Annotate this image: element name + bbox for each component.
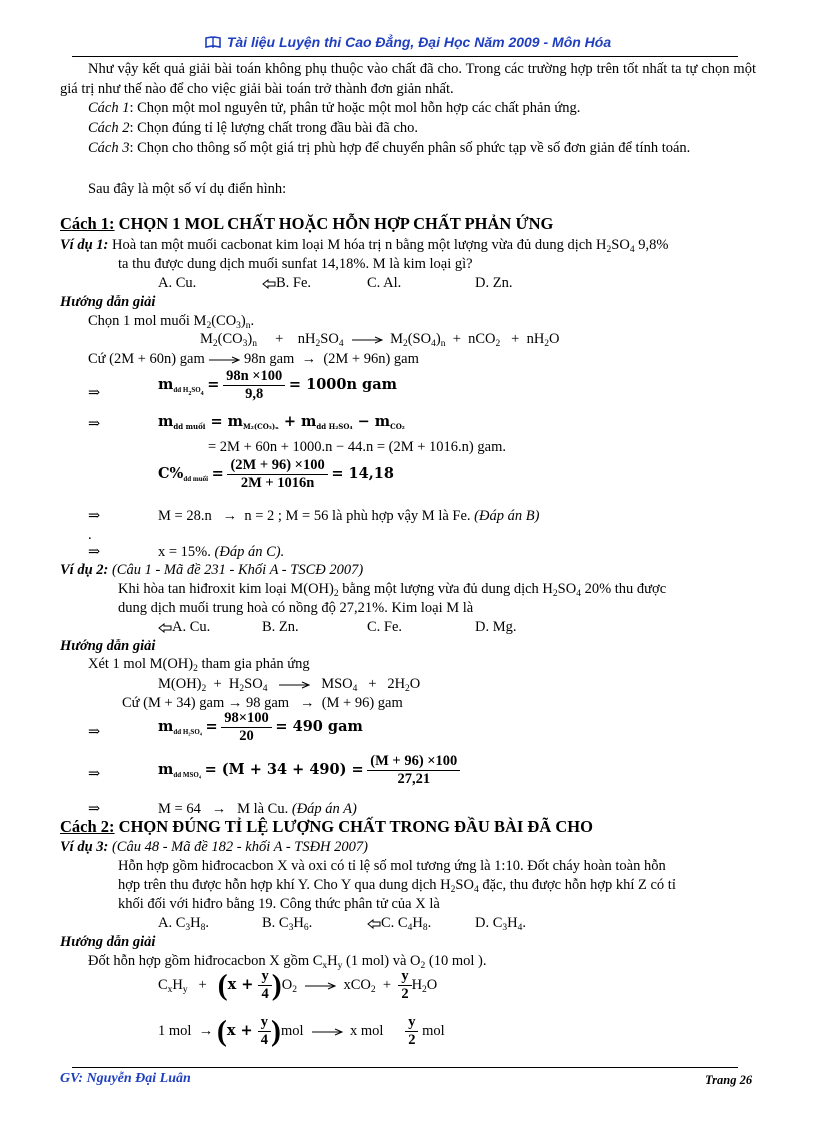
- intro-paragraph: Như vậy kết quả giải bài toán không phụ thuộc vào chất đã cho. Trong các trường hợp trên tốt nhất ta tự chọn một giá trị như thế nào để cho việc giải bài toán trở thành đơn giản nhất.: [60, 61, 756, 97]
- ex2-result: M = 64 → M là Cu. (Đáp án A): [158, 801, 357, 817]
- stray-dot: .: [88, 527, 92, 543]
- section1-heading: Cách 1: CHỌN 1 MOL CHẤT HOẶC HỖN HỢP CHẤT PHẢN ỨNG: [60, 214, 554, 233]
- ex2-equation: $M(OH)_2 + H_2SO_4$ $MSO_4 + 2H_2O$: [158, 676, 421, 694]
- ex1-formula-1: $m_{dd H_2SO_4}$ = $\frac{98n \times 100}{9,8}$ = 1000n gam: [158, 368, 397, 402]
- ex2-mass-line: Cứ (M + 34) gam → 98 gam → (M + 96) gam: [122, 695, 403, 711]
- implies-icon: ⇒: [88, 801, 101, 817]
- ex2-option-d: D. Mg.: [475, 619, 517, 635]
- answer-mark-icon: [158, 623, 172, 633]
- ex2-option-b: B. Zn.: [262, 619, 299, 635]
- ex3-question-line1: Hỗn hợp gồm hiđrocacbon X và oxi có tỉ lệ số mol tương ứng là 1:10. Đốt cháy hoàn toàn hỗn: [118, 858, 666, 874]
- ex2-option-c: C. Fe.: [367, 619, 403, 635]
- method-1-line: Cách 1: Chọn một mol nguyên tử, phân tử hoặc một mol hỗn hợp các chất phản ứng.: [88, 100, 581, 116]
- reaction-arrow-icon: [351, 335, 383, 345]
- answer-mark-icon: [262, 279, 276, 289]
- ex3-option-a: A. $C_3H_8$.: [158, 915, 210, 933]
- ex1-option-d: D. Zn.: [475, 275, 513, 291]
- ex1-step1: Chọn 1 mol muối $M_2(CO_3)_n$.: [88, 313, 255, 331]
- footer-rule: [72, 1067, 738, 1068]
- reaction-arrow-icon: [304, 981, 336, 991]
- implies-icon: ⇒: [88, 385, 101, 401]
- ex3-option-b: B. $C_3H_6$.: [262, 915, 313, 933]
- ex3-question-line3: khối đối với hiđro bằng 19. Công thức phân tử của X là: [118, 896, 440, 912]
- ex3-step1: Đốt hỗn hợp gồm hiđrocacbon X gồm $C_xH_y$ (1 mol) và $O_2$ (10 mol ).: [88, 953, 487, 971]
- ex2-option-a: A. Cu.: [158, 618, 210, 636]
- ex1-equation: $M_2(CO_3)_n$ + $nH_2SO_4$ $M_2(SO_4)_n + nCO_2 + nH_2O$: [200, 331, 560, 349]
- ex2-label: Ví dụ 2: (Câu 1 - Mã đề 231 - Khối A - TSCĐ 2007): [60, 562, 364, 578]
- reaction-arrow-icon: [278, 680, 310, 690]
- intro-last: Sau đây là một số ví dụ điển hình:: [88, 181, 287, 197]
- ex1-question: Ví dụ 1: Hoà tan một muối cacbonat kim loại M hóa trị n bằng một lượng vừa đủ dung dịch $H_2SO_4$ 9,8%: [60, 237, 669, 255]
- method-2-line: Cách 2: Chọn đúng tỉ lệ lượng chất trong đầu bài đã cho.: [88, 120, 419, 136]
- ex2-guide-heading: Hướng dẫn giải: [60, 638, 156, 654]
- method-3-line: Cách 3: Chọn cho thông số một giá trị phù hợp để chuyển phân số phức tạp về số đơn giản để tính toán.: [88, 140, 691, 156]
- ex1-formula-3: = 2M + 60n + 1000.n − 44.n = (2M + 1016.n) gam.: [208, 439, 506, 455]
- ex1-result-x: x = 15%. (Đáp án C).: [158, 544, 285, 560]
- ex3-option-d: D. $C_3H_4$.: [475, 915, 527, 933]
- ex2-formula-2: $m_{dd MSO_4} = (M + 34 + 490)$ = $\frac{(M + 96) \times 100}{27,21}$: [158, 753, 460, 788]
- ex2-question: Khi hòa tan hiđroxit kim loại $M(OH)_2$ bằng một lượng vừa đủ dung dịch $H_2SO_4$ 20% thu được: [118, 581, 667, 599]
- implies-icon: ⇒: [88, 766, 101, 782]
- answer-mark-icon: [367, 919, 381, 929]
- footer-author: GV: Nguyễn Đại Luân: [60, 1071, 191, 1086]
- ex2-formula-1: $m_{dd H_2SO_4}$ = $\frac{98\times 100}{20}$ = 490 gam: [158, 710, 363, 744]
- ex3-question-line2: hợp trên thu được hỗn hợp khí Y. Cho Y qua dung dịch $H_2SO_4$ đặc, thu được hỗn hợp khí Z có tỉ: [118, 877, 676, 895]
- ex1-formula-4: $C\%_{dd muối}$ = $\frac{(2M + 96) \times 100}{2M + 1016n}$ = 14,18: [158, 457, 394, 491]
- section2-heading: Cách 2: CHỌN ĐÚNG TỈ LỆ LƯỢNG CHẤT TRONG ĐẦU BÀI ĐÃ CHO: [60, 817, 593, 836]
- ex1-question-line2: ta thu được dung dịch muối sunfat 14,18%. M là kim loại gì?: [118, 256, 473, 272]
- ex1-option-b: B. Fe.: [262, 274, 311, 292]
- ex1-option-c: C. Al.: [367, 275, 402, 291]
- ex1-result: M = 28.n → n = 2 ; M = 56 là phù hợp vậy M là Fe. (Đáp án B): [158, 508, 540, 524]
- implies-icon: ⇒: [88, 724, 101, 740]
- header-rule: [72, 56, 738, 57]
- header-title: Tài liệu Luyện thi Cao Đẳng, Đại Học Năm 2009 - Môn Hóa: [226, 34, 612, 50]
- implies-icon: ⇒: [88, 544, 101, 560]
- header: [0, 34, 816, 50]
- footer-page-number: Trang 26: [705, 1073, 753, 1087]
- ex2-step1: Xét 1 mol $M(OH)_2$ tham gia phản ứng: [88, 656, 310, 674]
- ex1-formula-2: $m_{dd muối} = m_{M_2(CO_3)_n} + m_{dd H_2SO_4} - m_{CO_2}$: [158, 413, 405, 431]
- ex3-equation: $C_xH_y + (x$ + $\frac{y}{4}$ )$O_2$ xCO$_2$ + $\frac{y}{2}$ $H_2O$: [158, 968, 438, 1002]
- implies-icon: ⇒: [88, 416, 101, 432]
- arrow-icon: [311, 1027, 343, 1037]
- ex2-question-line2: dung dịch muối trung hoà có nồng độ 27,21%. Kim loại M là: [118, 600, 474, 616]
- ex1-mass-line: Cứ (2M + 60n) gam 98n gam → (2M + 96n) gam: [88, 351, 419, 367]
- ex3-option-c: C. $C_4H_8$.: [367, 914, 431, 932]
- ex3-mol-line: 1 mol → (x + $\frac{y}{4}$ )mol x mol $\frac{y}{2}$ mol: [158, 1014, 445, 1048]
- arrow-icon: [208, 355, 240, 365]
- implies-icon: ⇒: [88, 508, 101, 524]
- ex3-label: Ví dụ 3: (Câu 48 - Mã đề 182 - khối A - TSĐH 2007): [60, 839, 368, 855]
- book-icon: [205, 36, 221, 48]
- ex1-option-a: A. Cu.: [158, 275, 197, 291]
- ex3-guide-heading: Hướng dẫn giải: [60, 934, 156, 950]
- ex1-guide-heading: Hướng dẫn giải: [60, 294, 156, 310]
